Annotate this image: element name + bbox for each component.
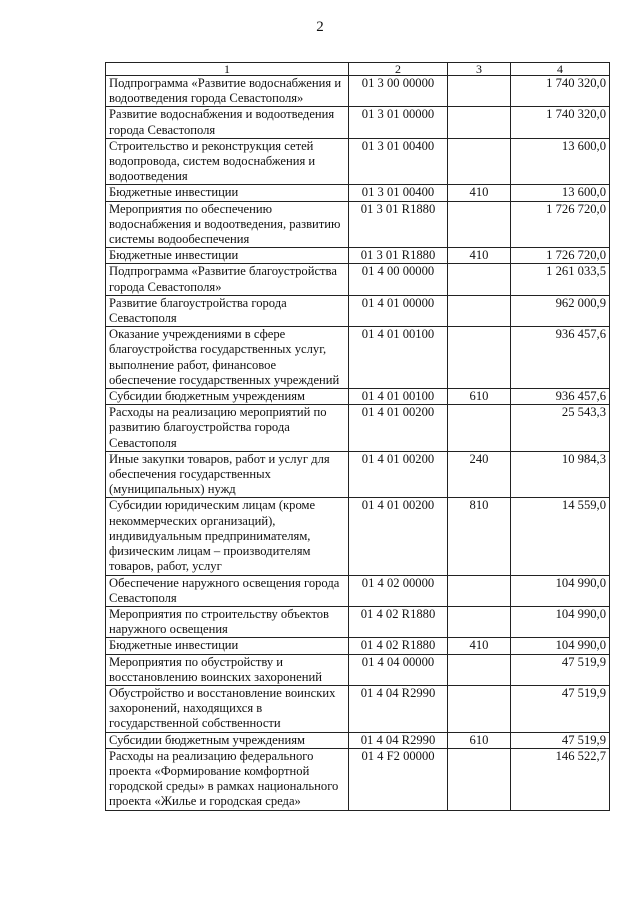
row-name-cell: Бюджетные инвестиции	[106, 185, 349, 201]
table-row	[106, 498, 610, 575]
row-code-cell: 01 3 01 00400	[349, 138, 448, 185]
column-header-2: 2	[349, 63, 448, 76]
row-code-cell: 01 3 01 00400	[349, 185, 448, 201]
table-row	[106, 606, 610, 637]
row-name-cell: Развитие благоустройства города Севастополя	[106, 295, 349, 326]
table-row	[106, 107, 610, 138]
row-code-cell: 01 3 01 R1880	[349, 248, 448, 264]
row-type-cell	[448, 327, 511, 389]
row-code-cell: 01 4 01 00200	[349, 451, 448, 498]
row-amount-cell: 13 600,0	[511, 185, 610, 201]
row-name-cell: Мероприятия по обустройству и восстановлению воинских захоронений	[106, 654, 349, 685]
row-type-cell: 610	[448, 389, 511, 405]
row-type-cell	[448, 107, 511, 138]
row-amount-cell: 1 261 033,5	[511, 264, 610, 295]
row-amount-cell: 47 519,9	[511, 654, 610, 685]
row-amount-cell: 104 990,0	[511, 606, 610, 637]
row-type-cell: 410	[448, 248, 511, 264]
row-name-cell: Подпрограмма «Развитие водоснабжения и водоотведения города Севастополя»	[106, 76, 349, 107]
row-name-cell: Подпрограмма «Развитие благоустройства города Севастополя»	[106, 264, 349, 295]
table-row	[106, 732, 610, 748]
row-name-cell: Иные закупки товаров, работ и услуг для обеспечения государственных (муниципальных) нужд	[106, 451, 349, 498]
row-code-cell: 01 3 01 R1880	[349, 201, 448, 248]
row-amount-cell: 104 990,0	[511, 575, 610, 606]
row-type-cell: 610	[448, 732, 511, 748]
table-row	[106, 76, 610, 107]
column-header-3: 3	[448, 63, 511, 76]
budget-table	[105, 62, 610, 811]
row-name-cell: Субсидии бюджетным учреждениям	[106, 389, 349, 405]
row-code-cell: 01 4 04 00000	[349, 654, 448, 685]
row-type-cell: 410	[448, 638, 511, 654]
table-header-row	[106, 63, 610, 76]
row-code-cell: 01 4 01 00000	[349, 295, 448, 326]
row-name-cell: Субсидии бюджетным учреждениям	[106, 732, 349, 748]
row-type-cell	[448, 685, 511, 732]
row-code-cell: 01 4 01 00100	[349, 389, 448, 405]
row-amount-cell: 25 543,3	[511, 405, 610, 452]
row-type-cell	[448, 654, 511, 685]
row-amount-cell: 47 519,9	[511, 732, 610, 748]
table-row	[106, 389, 610, 405]
row-name-cell: Оказание учреждениями в сфере благоустройства государственных услуг, выполнение работ, финансовое обеспечение государственных учреждений	[106, 327, 349, 389]
row-type-cell	[448, 405, 511, 452]
row-name-cell: Обеспечение наружного освещения города Севастополя	[106, 575, 349, 606]
table-row	[106, 575, 610, 606]
table-row	[106, 638, 610, 654]
row-code-cell: 01 4 02 R1880	[349, 606, 448, 637]
row-name-cell: Расходы на реализацию федерального проекта «Формирование комфортной городской среды» в рамках национального проекта «Жилье и городская среда»	[106, 748, 349, 810]
row-type-cell	[448, 264, 511, 295]
table-row	[106, 685, 610, 732]
table-row	[106, 654, 610, 685]
row-code-cell: 01 4 00 00000	[349, 264, 448, 295]
row-name-cell: Расходы на реализацию мероприятий по развитию благоустройства города Севастополя	[106, 405, 349, 452]
row-type-cell	[448, 606, 511, 637]
row-type-cell	[448, 201, 511, 248]
row-amount-cell: 14 559,0	[511, 498, 610, 575]
row-name-cell: Развитие водоснабжения и водоотведения города Севастополя	[106, 107, 349, 138]
table-row	[106, 264, 610, 295]
row-code-cell: 01 3 00 00000	[349, 76, 448, 107]
row-amount-cell: 10 984,3	[511, 451, 610, 498]
row-amount-cell: 936 457,6	[511, 389, 610, 405]
table-row	[106, 248, 610, 264]
row-type-cell	[448, 138, 511, 185]
table-row	[106, 327, 610, 389]
row-code-cell: 01 4 01 00200	[349, 498, 448, 575]
column-header-1: 1	[106, 63, 349, 76]
table-row	[106, 185, 610, 201]
row-type-cell: 240	[448, 451, 511, 498]
row-amount-cell: 1 740 320,0	[511, 107, 610, 138]
row-code-cell: 01 4 01 00200	[349, 405, 448, 452]
row-code-cell: 01 4 01 00100	[349, 327, 448, 389]
row-name-cell: Обустройство и восстановление воинских захоронений, находящихся в государственной собственности	[106, 685, 349, 732]
row-amount-cell: 962 000,9	[511, 295, 610, 326]
table-row	[106, 138, 610, 185]
table-row	[106, 748, 610, 810]
row-amount-cell: 47 519,9	[511, 685, 610, 732]
table-row	[106, 451, 610, 498]
row-code-cell: 01 4 02 00000	[349, 575, 448, 606]
row-type-cell: 810	[448, 498, 511, 575]
row-amount-cell: 1 726 720,0	[511, 248, 610, 264]
row-amount-cell: 1 726 720,0	[511, 201, 610, 248]
row-code-cell: 01 4 02 R1880	[349, 638, 448, 654]
table-row	[106, 295, 610, 326]
row-type-cell	[448, 748, 511, 810]
table-row	[106, 405, 610, 452]
row-amount-cell: 146 522,7	[511, 748, 610, 810]
row-name-cell: Субсидии юридическим лицам (кроме некоммерческих организаций), индивидуальным предпринимателям, физическим лицам – производителям товаров, работ, услуг	[106, 498, 349, 575]
row-code-cell: 01 3 01 00000	[349, 107, 448, 138]
row-type-cell: 410	[448, 185, 511, 201]
row-amount-cell: 936 457,6	[511, 327, 610, 389]
row-type-cell	[448, 76, 511, 107]
row-name-cell: Мероприятия по обеспечению водоснабжения и водоотведения, развитию системы водообеспечения	[106, 201, 349, 248]
column-header-4: 4	[511, 63, 610, 76]
row-amount-cell: 13 600,0	[511, 138, 610, 185]
row-type-cell	[448, 295, 511, 326]
row-amount-cell: 104 990,0	[511, 638, 610, 654]
row-amount-cell: 1 740 320,0	[511, 76, 610, 107]
row-name-cell: Строительство и реконструкция сетей водопровода, систем водоснабжения и водоотведения	[106, 138, 349, 185]
table-row	[106, 201, 610, 248]
row-code-cell: 01 4 F2 00000	[349, 748, 448, 810]
row-name-cell: Мероприятия по строительству объектов наружного освещения	[106, 606, 349, 637]
row-type-cell	[448, 575, 511, 606]
row-code-cell: 01 4 04 R2990	[349, 685, 448, 732]
row-name-cell: Бюджетные инвестиции	[106, 638, 349, 654]
page-number: 2	[316, 19, 324, 35]
row-code-cell: 01 4 04 R2990	[349, 732, 448, 748]
row-name-cell: Бюджетные инвестиции	[106, 248, 349, 264]
